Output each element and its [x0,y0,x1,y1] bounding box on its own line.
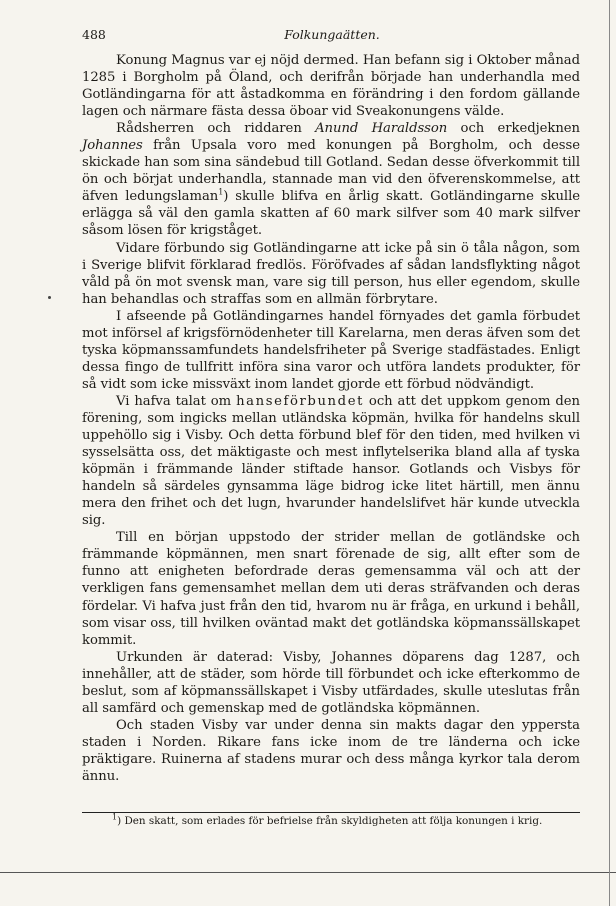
paragraph-2-text-d: ) skulle blifva en årlig skatt. Gotländingarne skulle erlägga så väl den gamla skatten af 60 mark silfver som 40 mark silfver såsom lösen för krigståget. [82,189,580,239]
paragraph-5-text-b: och att det uppkom genom den förening, som ingicks mellan utländska köpmän, hvilka för handelns skull uppehöllo sig i Visby. Och detta förbund blef för den tiden, med hvilken vi sysselsätta oss, det mäktigaste och mest inflytelserika bland alla af tyska köpmän i främmande länder stiftade hansor. Gotlands och Visbys för handeln så särdeles gynsamma läge bidrog icke litet härtill, men ännu mera den frihet och det lugn, hvarunder handelslifvet här kunde utveckla sig. [82,393,580,529]
paragraph-6: Till en början uppstodo der strider mellan de gotländske och främmande köpmännen, men snart förenade de sig, allt efter som de funno att enigheten befordrade deras gemensamma väl och att der verkligen fans gemensamhet mellan dem uti deras sträfvanden och deras fördelar. Vi hafva just från den tid, hvarom nu är fråga, en urkund i behåll, som visar oss, till hvilken oväntad makt det gotländska köpmanssällskapet kommit. [82,530,580,648]
footnote-marker: 1 [112,812,118,822]
page-header [82,27,582,45]
page-number: 488 [82,27,106,42]
spaced-term-hanseforbundet: hanseförbundet [236,393,364,409]
paragraph-3: Vidare förbundo sig Gotländingarne att icke på sin ö tåla någon, som i Sverige blifvit förklarad fredlös. Föröfvades af sådan landsflykting något våld på ön mot svensk man, vare sig till person, hus eller egendom, skulle han behandlas och straffas som en allmän förbrytare. [82,240,580,307]
paragraph-2-text-c: från Upsala voro med konungen på Borgholm, och desse skickade han som sina sändebud till Gotland. Sedan desse öfverkommit till ön och börjat underhandla, stannade man vid den öfverenskommelse, att äfven ledungslaman [82,138,580,205]
page-edge-line [609,0,610,906]
scan-speck [48,296,51,299]
scan-edge-line [0,872,616,873]
person-name-anund: Anund Haraldsson [315,121,448,137]
paragraph-8: Och staden Visby var under denna sin makts dagar den yppersta staden i Norden. Rikare fans icke inom de tre länderna och icke präktigare. Ruinerna af stadens murar och dess många kyrkor tala derom ännu. [82,717,580,784]
footnote-reference: 1 [218,187,224,197]
footnote-text: ) Den skatt, som erlades för befrielse från skyldigheten att följa konungen i krig. [117,815,543,827]
paragraph-7: Urkunden är daterad: Visby, Johannes döparens dag 1287, och innehåller, att de städer, som hörde till förbundet och icke efterkommo de beslut, som af köpmanssällskapet i Visby utfärdades, skulle uteslutas från all samfärd och gemenskap med de gotländska köpmännen. [82,649,580,716]
paragraph-4: I afseende på Gotländingarnes handel förnyades det gamla förbudet mot införsel af krigsförnödenheter till Karelarna, men deras äfven som det tyska köpmanssamfundets handelsfriheter på Sverige stadfästades. Enligt dessa fingo de tullfritt införa sina varor och utföra landets produkter, för så vidt som icke missväxt inom landet gjorde ett förbud nödvändigt. [82,308,580,392]
paragraph-1: Konung Magnus var ej nöjd dermed. Han befann sig i Oktober månad 1285 i Borgholm på Öland, och derifrån började han underhandla med Gotländingarna för att åstadkomma en förändring i den fordom gällande lagen och närmare fästa dessa öboar vid Sveakonungens välde. [82,53,580,120]
paragraph-5-text-a: Vi hafva talat om [116,393,237,409]
paragraph-5 [82,393,580,529]
paragraph-2 [82,120,580,239]
running-title: Folkungaätten. [284,27,380,42]
footnote [82,812,580,828]
paragraph-2-text-b: och erkedjeknen [447,121,581,137]
body-text [82,52,580,785]
person-name-johannes: Johannes [82,138,143,154]
paragraph-2-text-a: Rådsherren och riddaren [116,121,316,137]
